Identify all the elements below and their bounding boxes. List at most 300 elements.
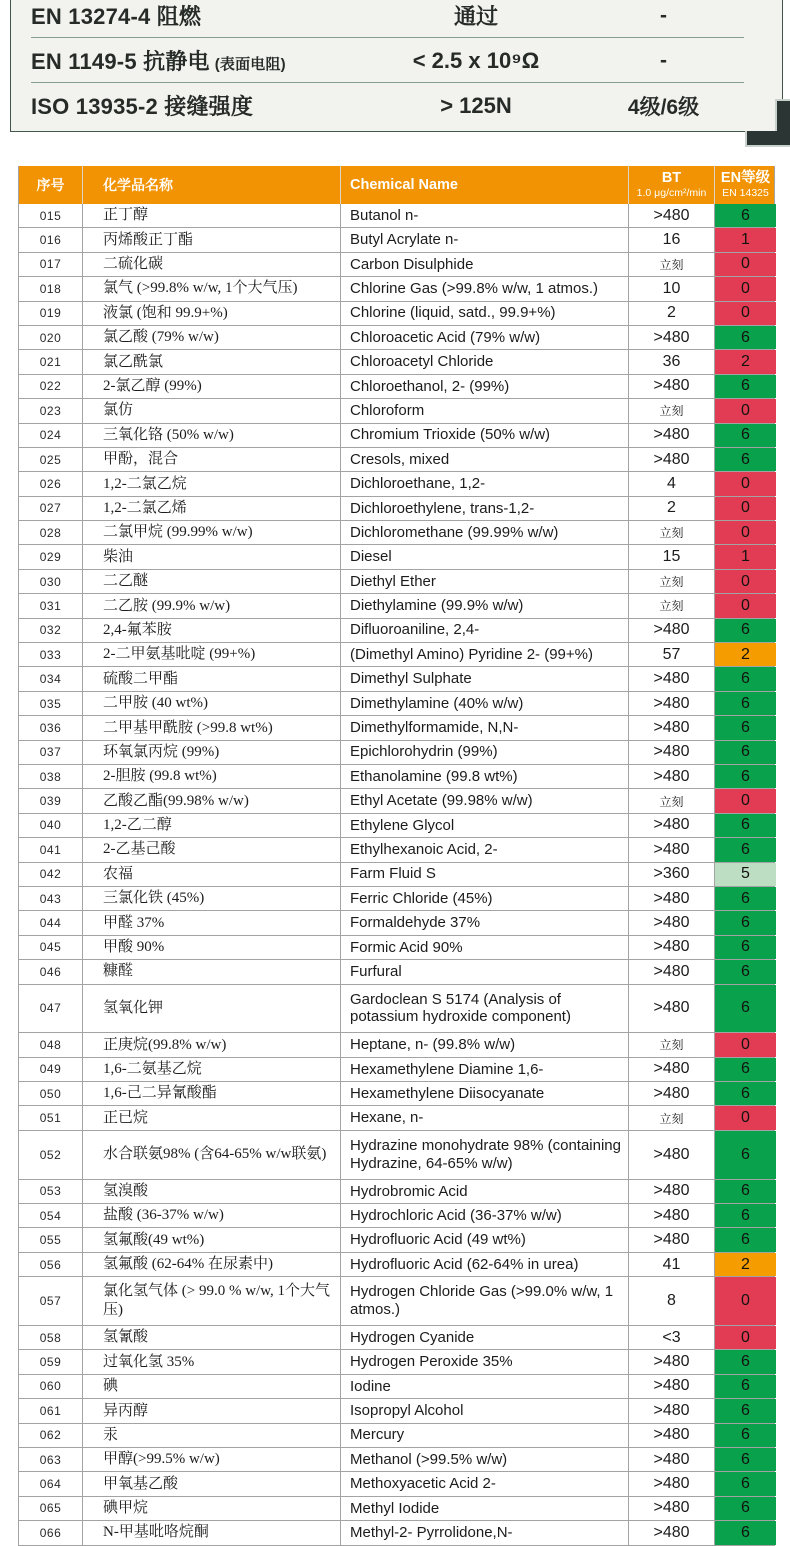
cell-english-name: Hydrogen Peroxide 35% — [341, 1350, 629, 1373]
cell-chinese-name: 氢氟酸 (62-64% 在尿素中) — [83, 1253, 341, 1276]
cell-breakthrough-time: >480 — [629, 1448, 715, 1471]
cell-en-rating: 6 — [715, 1082, 776, 1105]
header-rating-sub: EN 14325 — [722, 187, 769, 200]
cell-serial-number: 045 — [19, 936, 83, 959]
cell-breakthrough-time: >480 — [629, 1497, 715, 1520]
cell-serial-number: 022 — [19, 375, 83, 398]
cell-en-rating: 6 — [715, 1399, 776, 1422]
cell-en-rating: 0 — [715, 277, 776, 300]
cell-breakthrough-time: >480 — [629, 960, 715, 983]
cell-chinese-name: 环氧氯丙烷 (99%) — [83, 741, 341, 764]
cell-english-name: Chlorine (liquid, satd., 99.9+%) — [341, 302, 629, 325]
cell-chinese-name: 三氯化铁 (45%) — [83, 887, 341, 910]
table-row — [19, 716, 774, 740]
cell-chinese-name: 糠醛 — [83, 960, 341, 983]
cell-en-rating: 0 — [715, 789, 776, 812]
cell-english-name: Ethylene Glycol — [341, 814, 629, 837]
cell-chinese-name: 1,2-二氯乙烷 — [83, 472, 341, 495]
cell-english-name: Dichloroethane, 1,2- — [341, 472, 629, 495]
cell-breakthrough-time: 15 — [629, 545, 715, 568]
cell-breakthrough-time: <3 — [629, 1326, 715, 1349]
cell-chinese-name: 二乙醚 — [83, 570, 341, 593]
table-row — [19, 545, 774, 569]
cell-en-rating: 0 — [715, 497, 776, 520]
table-row — [19, 1326, 774, 1350]
cell-english-name: Chloroform — [341, 399, 629, 422]
table-row — [19, 1521, 774, 1545]
cell-en-rating: 6 — [715, 1228, 776, 1251]
cell-serial-number: 066 — [19, 1521, 83, 1544]
spec-extra: - — [660, 48, 667, 72]
header-bt-main: BT — [661, 170, 682, 187]
cell-serial-number: 033 — [19, 643, 83, 666]
cell-chinese-name: 液氯 (饱和 99.9+%) — [83, 302, 341, 325]
cell-chinese-name: 三氧化铬 (50% w/w) — [83, 424, 341, 447]
cell-en-rating: 6 — [715, 960, 776, 983]
cell-chinese-name: 氯乙酰氯 — [83, 350, 341, 373]
header-cell-no: 序号 — [19, 166, 83, 204]
cell-chinese-name: 1,6-己二异氰酸酯 — [83, 1082, 341, 1105]
cell-english-name: Butyl Acrylate n- — [341, 228, 629, 251]
cell-breakthrough-time: >480 — [629, 1350, 715, 1373]
header-cell-english-name: Chemical Name — [341, 166, 629, 204]
cell-chinese-name: 甲醇(>99.5% w/w) — [83, 1448, 341, 1471]
cell-chinese-name: 二氯甲烷 (99.99% w/w) — [83, 521, 341, 544]
cell-en-rating: 1 — [715, 228, 776, 251]
spec-label — [31, 90, 361, 121]
cell-en-rating: 6 — [715, 985, 776, 1033]
cell-en-rating: 6 — [715, 1448, 776, 1471]
cell-serial-number: 025 — [19, 448, 83, 471]
table-row — [19, 302, 774, 326]
cell-breakthrough-time: 57 — [629, 643, 715, 666]
cell-en-rating: 6 — [715, 741, 776, 764]
cell-breakthrough-time: 立刻 — [629, 570, 715, 593]
cell-en-rating: 0 — [715, 1326, 776, 1349]
cell-serial-number: 021 — [19, 350, 83, 373]
cell-breakthrough-time: >480 — [629, 1082, 715, 1105]
cell-english-name: Formaldehyde 37% — [341, 911, 629, 934]
cell-serial-number: 019 — [19, 302, 83, 325]
cell-breakthrough-time: >480 — [629, 1131, 715, 1179]
cell-english-name: Dimethylamine (40% w/w) — [341, 692, 629, 715]
cell-breakthrough-time: 36 — [629, 350, 715, 373]
cell-chinese-name: 甲氧基乙酸 — [83, 1472, 341, 1495]
cell-english-name: Gardoclean S 5174 (Analysis of potassium hydroxide component) — [341, 985, 629, 1033]
cell-en-rating: 0 — [715, 521, 776, 544]
cell-english-name: Isopropyl Alcohol — [341, 1399, 629, 1422]
cell-serial-number: 064 — [19, 1472, 83, 1495]
cell-en-rating: 6 — [715, 814, 776, 837]
table-row — [19, 1228, 774, 1252]
cell-english-name: Hydrogen Cyanide — [341, 1326, 629, 1349]
spec-extra: - — [660, 3, 667, 27]
cell-serial-number: 061 — [19, 1399, 83, 1422]
table-row — [19, 1472, 774, 1496]
cell-chinese-name: 2-胆胺 (99.8 wt%) — [83, 765, 341, 788]
cell-chinese-name: 过氧化氢 35% — [83, 1350, 341, 1373]
table-row — [19, 570, 774, 594]
cell-chinese-name: 甲醛 37% — [83, 911, 341, 934]
cell-breakthrough-time: >480 — [629, 741, 715, 764]
cell-english-name: Butanol n- — [341, 204, 629, 227]
cell-english-name: Iodine — [341, 1375, 629, 1398]
cell-breakthrough-time: 立刻 — [629, 253, 715, 276]
table-row — [19, 960, 774, 984]
cell-serial-number: 051 — [19, 1106, 83, 1129]
table-row — [19, 1350, 774, 1374]
cell-en-rating: 6 — [715, 1375, 776, 1398]
cell-breakthrough-time: >480 — [629, 1204, 715, 1227]
cell-english-name: Chlorine Gas (>99.8% w/w, 1 atmos.) — [341, 277, 629, 300]
spec-value: < 2.5 x 10⁹Ω — [412, 47, 540, 73]
cell-breakthrough-time: >480 — [629, 1375, 715, 1398]
cell-breakthrough-time: >480 — [629, 765, 715, 788]
cell-en-rating: 6 — [715, 667, 776, 690]
header-cell-bt — [629, 166, 715, 204]
table-row — [19, 936, 774, 960]
cell-serial-number: 024 — [19, 424, 83, 447]
cell-english-name: Hydrobromic Acid — [341, 1180, 629, 1203]
spec-box — [10, 0, 783, 132]
cell-breakthrough-time: >480 — [629, 204, 715, 227]
cell-breakthrough-time: 立刻 — [629, 594, 715, 617]
cell-serial-number: 062 — [19, 1424, 83, 1447]
cell-serial-number: 046 — [19, 960, 83, 983]
cell-serial-number: 032 — [19, 619, 83, 642]
table-header — [19, 166, 774, 204]
table-row — [19, 741, 774, 765]
spec-extra: 4级/6级 — [627, 95, 700, 119]
cell-chinese-name: 汞 — [83, 1424, 341, 1447]
cell-serial-number: 058 — [19, 1326, 83, 1349]
cell-chinese-name: 盐酸 (36-37% w/w) — [83, 1204, 341, 1227]
cell-en-rating: 0 — [715, 570, 776, 593]
header-cell-en-rating — [715, 166, 776, 204]
cell-serial-number: 042 — [19, 863, 83, 886]
cell-chinese-name: 二甲基甲酰胺 (>99.8 wt%) — [83, 716, 341, 739]
cell-chinese-name: 氢氰酸 — [83, 1326, 341, 1349]
cell-english-name: Epichlorohydrin (99%) — [341, 741, 629, 764]
cell-english-name: Furfural — [341, 960, 629, 983]
cell-breakthrough-time: >480 — [629, 936, 715, 959]
cell-chinese-name: 1,2-乙二醇 — [83, 814, 341, 837]
cell-en-rating: 6 — [715, 204, 776, 227]
cell-english-name: Hydrogen Chloride Gas (>99.0% w/w, 1 atmos.) — [341, 1277, 629, 1325]
cell-en-rating: 6 — [715, 375, 776, 398]
table-row — [19, 1204, 774, 1228]
table-row — [19, 1082, 774, 1106]
cell-english-name: Ethylhexanoic Acid, 2- — [341, 838, 629, 861]
cell-serial-number: 029 — [19, 545, 83, 568]
cell-serial-number: 044 — [19, 911, 83, 934]
cell-chinese-name: 农福 — [83, 863, 341, 886]
cell-en-rating: 6 — [715, 887, 776, 910]
cell-english-name: Ferric Chloride (45%) — [341, 887, 629, 910]
cell-en-rating: 0 — [715, 253, 776, 276]
cell-en-rating: 6 — [715, 911, 776, 934]
cell-english-name: Difluoroaniline, 2,4- — [341, 619, 629, 642]
cell-english-name: (Dimethyl Amino) Pyridine 2- (99+%) — [341, 643, 629, 666]
cell-en-rating: 6 — [715, 936, 776, 959]
cell-chinese-name: 正丁醇 — [83, 204, 341, 227]
cell-serial-number: 016 — [19, 228, 83, 251]
spec-label-text: EN 13274-4 阻燃 — [31, 4, 202, 29]
cell-chinese-name: 异丙醇 — [83, 1399, 341, 1422]
cell-serial-number: 027 — [19, 497, 83, 520]
table-row — [19, 1448, 774, 1472]
cell-serial-number: 023 — [19, 399, 83, 422]
cell-serial-number: 031 — [19, 594, 83, 617]
cell-en-rating: 6 — [715, 619, 776, 642]
cell-en-rating: 6 — [715, 1424, 776, 1447]
cell-breakthrough-time: 立刻 — [629, 399, 715, 422]
cell-serial-number: 060 — [19, 1375, 83, 1398]
cell-serial-number: 050 — [19, 1082, 83, 1105]
cell-chinese-name: 柴油 — [83, 545, 341, 568]
cell-en-rating: 6 — [715, 1131, 776, 1179]
cell-serial-number: 038 — [19, 765, 83, 788]
cell-chinese-name: 2-乙基己酸 — [83, 838, 341, 861]
cell-chinese-name: 丙烯酸正丁酯 — [83, 228, 341, 251]
cell-english-name: Chloroacetyl Chloride — [341, 350, 629, 373]
cell-chinese-name: 2,4-氟苯胺 — [83, 619, 341, 642]
table-row — [19, 619, 774, 643]
cell-english-name: Dimethylformamide, N,N- — [341, 716, 629, 739]
cell-serial-number: 056 — [19, 1253, 83, 1276]
cell-english-name: Hydrazine monohydrate 98% (containing Hydrazine, 64-65% w/w) — [341, 1131, 629, 1179]
cell-chinese-name: 2-二甲氨基吡啶 (99+%) — [83, 643, 341, 666]
cell-breakthrough-time: >480 — [629, 716, 715, 739]
cell-serial-number: 059 — [19, 1350, 83, 1373]
cell-chinese-name: 氯乙酸 (79% w/w) — [83, 326, 341, 349]
table-row — [19, 253, 774, 277]
cell-english-name: Hexamethylene Diisocyanate — [341, 1082, 629, 1105]
cell-english-name: Methoxyacetic Acid 2- — [341, 1472, 629, 1495]
cell-en-rating: 0 — [715, 1277, 776, 1325]
spec-row-flammability — [11, 0, 782, 38]
spec-value: > 125N — [440, 92, 512, 118]
cell-chinese-name: 1,6-二氨基乙烷 — [83, 1058, 341, 1081]
cell-serial-number: 036 — [19, 716, 83, 739]
cell-serial-number: 052 — [19, 1131, 83, 1179]
cell-chinese-name: 正庚烷(99.8% w/w) — [83, 1033, 341, 1056]
cell-serial-number: 030 — [19, 570, 83, 593]
cell-chinese-name: 氯气 (>99.8% w/w, 1个大气压) — [83, 277, 341, 300]
table-row — [19, 326, 774, 350]
cell-breakthrough-time: >480 — [629, 838, 715, 861]
table-row — [19, 985, 774, 1034]
cell-breakthrough-time: >480 — [629, 619, 715, 642]
table-row — [19, 424, 774, 448]
cell-serial-number: 017 — [19, 253, 83, 276]
table-row — [19, 692, 774, 716]
cell-en-rating: 0 — [715, 1033, 776, 1056]
spec-row-antistatic — [11, 38, 782, 83]
cell-breakthrough-time: >480 — [629, 326, 715, 349]
cell-breakthrough-time: >480 — [629, 887, 715, 910]
spec-label — [31, 45, 361, 76]
cell-english-name: Chloroethanol, 2- (99%) — [341, 375, 629, 398]
cell-breakthrough-time: 8 — [629, 1277, 715, 1325]
cell-en-rating: 6 — [715, 1521, 776, 1544]
cell-serial-number: 015 — [19, 204, 83, 227]
cell-en-rating: 6 — [715, 838, 776, 861]
cell-breakthrough-time: 41 — [629, 1253, 715, 1276]
cell-en-rating: 0 — [715, 1106, 776, 1129]
cell-english-name: Chromium Trioxide (50% w/w) — [341, 424, 629, 447]
cell-en-rating: 6 — [715, 448, 776, 471]
cell-serial-number: 054 — [19, 1204, 83, 1227]
table-row — [19, 399, 774, 423]
cell-chinese-name: 水合联氨98% (含64-65% w/w联氨) — [83, 1131, 341, 1179]
cell-english-name: Farm Fluid S — [341, 863, 629, 886]
table-row — [19, 911, 774, 935]
cell-en-rating: 2 — [715, 643, 776, 666]
table-row — [19, 594, 774, 618]
cell-breakthrough-time: >480 — [629, 1228, 715, 1251]
cell-chinese-name: 二硫化碳 — [83, 253, 341, 276]
table-row — [19, 667, 774, 691]
cell-en-rating: 5 — [715, 863, 776, 886]
cell-english-name: Cresols, mixed — [341, 448, 629, 471]
cell-breakthrough-time: >480 — [629, 1058, 715, 1081]
cell-breakthrough-time: >480 — [629, 1521, 715, 1544]
cell-breakthrough-time: >480 — [629, 448, 715, 471]
table-row — [19, 1058, 774, 1082]
table-row — [19, 887, 774, 911]
corner-mark-horizontal — [745, 131, 790, 147]
cell-serial-number: 049 — [19, 1058, 83, 1081]
cell-serial-number: 043 — [19, 887, 83, 910]
cell-serial-number: 040 — [19, 814, 83, 837]
cell-breakthrough-time: 立刻 — [629, 789, 715, 812]
header-cell-chinese-name: 化学品名称 — [83, 166, 341, 204]
cell-en-rating: 0 — [715, 302, 776, 325]
cell-chinese-name: 正已烷 — [83, 1106, 341, 1129]
table-row — [19, 863, 774, 887]
table-row — [19, 1180, 774, 1204]
cell-en-rating: 6 — [715, 765, 776, 788]
cell-chinese-name: 氢氧化钾 — [83, 985, 341, 1033]
spec-label — [31, 0, 361, 31]
header-rating-main: EN等级 — [720, 170, 771, 187]
cell-breakthrough-time: >480 — [629, 1472, 715, 1495]
table-row — [19, 448, 774, 472]
cell-en-rating: 0 — [715, 472, 776, 495]
chemical-table — [18, 166, 775, 1546]
cell-en-rating: 6 — [715, 716, 776, 739]
cell-breakthrough-time: >480 — [629, 1424, 715, 1447]
table-row — [19, 1497, 774, 1521]
cell-breakthrough-time: 立刻 — [629, 1106, 715, 1129]
cell-serial-number: 035 — [19, 692, 83, 715]
cell-breakthrough-time: >480 — [629, 424, 715, 447]
cell-breakthrough-time: >480 — [629, 911, 715, 934]
table-row — [19, 521, 774, 545]
cell-english-name: Mercury — [341, 1424, 629, 1447]
table-row — [19, 643, 774, 667]
spec-value: 通过 — [453, 4, 498, 29]
cell-serial-number: 057 — [19, 1277, 83, 1325]
cell-chinese-name: 碘甲烷 — [83, 1497, 341, 1520]
cell-chinese-name: 二乙胺 (99.9% w/w) — [83, 594, 341, 617]
cell-serial-number: 026 — [19, 472, 83, 495]
cell-breakthrough-time: 立刻 — [629, 521, 715, 544]
cell-chinese-name: 乙酸乙酯(99.98% w/w) — [83, 789, 341, 812]
cell-english-name: Formic Acid 90% — [341, 936, 629, 959]
cell-breakthrough-time: >480 — [629, 814, 715, 837]
cell-english-name: Hexamethylene Diamine 1,6- — [341, 1058, 629, 1081]
table-row — [19, 838, 774, 862]
cell-breakthrough-time: >480 — [629, 692, 715, 715]
cell-breakthrough-time: 2 — [629, 302, 715, 325]
table-row — [19, 277, 774, 301]
table-row — [19, 1033, 774, 1057]
cell-english-name: Ethyl Acetate (99.98% w/w) — [341, 789, 629, 812]
cell-serial-number: 041 — [19, 838, 83, 861]
table-row — [19, 1399, 774, 1423]
table-row — [19, 1424, 774, 1448]
cell-english-name: Dichloroethylene, trans-1,2- — [341, 497, 629, 520]
table-row — [19, 1253, 774, 1277]
spec-row-seam-strength — [11, 83, 782, 128]
spec-label-suffix: (表面电阻) — [214, 56, 286, 73]
cell-chinese-name: 2-氯乙醇 (99%) — [83, 375, 341, 398]
cell-en-rating: 6 — [715, 1350, 776, 1373]
cell-english-name: Chloroacetic Acid (79% w/w) — [341, 326, 629, 349]
cell-en-rating: 6 — [715, 692, 776, 715]
cell-en-rating: 6 — [715, 326, 776, 349]
cell-breakthrough-time: 16 — [629, 228, 715, 251]
cell-breakthrough-time: 2 — [629, 497, 715, 520]
cell-english-name: Dimethyl Sulphate — [341, 667, 629, 690]
table-row — [19, 204, 774, 228]
cell-serial-number: 047 — [19, 985, 83, 1033]
cell-en-rating: 6 — [715, 1472, 776, 1495]
cell-chinese-name: 氯仿 — [83, 399, 341, 422]
cell-chinese-name: 氯化氢气体 (> 99.0 % w/w, 1个大气压) — [83, 1277, 341, 1325]
table-row — [19, 497, 774, 521]
cell-english-name: Diesel — [341, 545, 629, 568]
cell-en-rating: 2 — [715, 350, 776, 373]
cell-serial-number: 020 — [19, 326, 83, 349]
cell-breakthrough-time: >480 — [629, 1180, 715, 1203]
cell-english-name: Hydrofluoric Acid (49 wt%) — [341, 1228, 629, 1251]
cell-en-rating: 6 — [715, 1058, 776, 1081]
cell-en-rating: 6 — [715, 1180, 776, 1203]
cell-english-name: Heptane, n- (99.8% w/w) — [341, 1033, 629, 1056]
table-row — [19, 1375, 774, 1399]
cell-chinese-name: 硫酸二甲酯 — [83, 667, 341, 690]
table-row — [19, 814, 774, 838]
cell-en-rating: 6 — [715, 1204, 776, 1227]
cell-english-name: Methanol (>99.5% w/w) — [341, 1448, 629, 1471]
table-row — [19, 765, 774, 789]
cell-serial-number: 034 — [19, 667, 83, 690]
cell-english-name: Hydrofluoric Acid (62-64% in urea) — [341, 1253, 629, 1276]
cell-english-name: Hexane, n- — [341, 1106, 629, 1129]
cell-english-name: Hydrochloric Acid (36-37% w/w) — [341, 1204, 629, 1227]
table-row — [19, 350, 774, 374]
cell-english-name: Carbon Disulphide — [341, 253, 629, 276]
cell-english-name: Methyl Iodide — [341, 1497, 629, 1520]
cell-english-name: Ethanolamine (99.8 wt%) — [341, 765, 629, 788]
cell-chinese-name: 甲酸 90% — [83, 936, 341, 959]
cell-breakthrough-time: >480 — [629, 375, 715, 398]
table-row — [19, 1106, 774, 1130]
cell-breakthrough-time: >480 — [629, 1399, 715, 1422]
